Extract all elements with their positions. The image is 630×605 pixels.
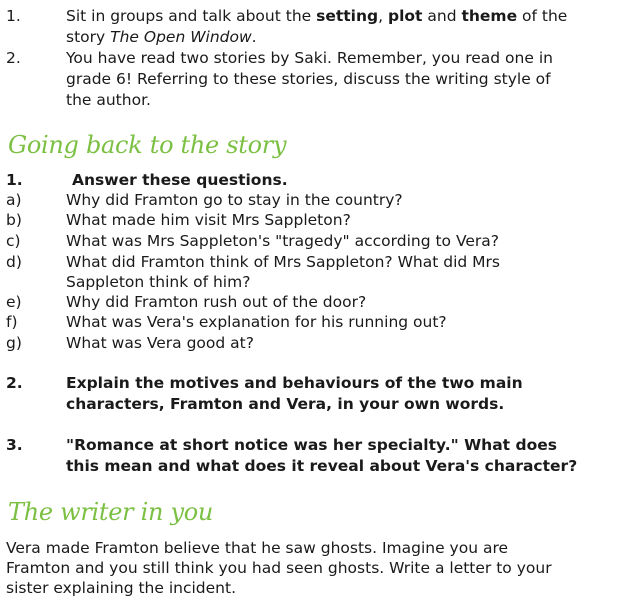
activity-text: Sit in groups and talk about the setting, plot and theme of the bbox=[66, 7, 568, 25]
activity-number: 1. bbox=[6, 7, 21, 25]
worksheet-page: 1. Sit in groups and talk about the setting, plot and theme of the story The Open Window. 2. You have read two stories by Saki. Remember, you read one in grade 6! Referring to these stories, discuss the writing style of the author. Going back to the story 1. Answer these questions. a) Why did Framton go to stay in the country? b) What made him visit Mrs Sappleton? c) What was Mrs Sappleton's "tragedy" according to Vera? d) What did Framton think of Mrs Sappleton? What did Mrs Sappleton think of him? e) Why did Framton rush out of the door? f) What was Vera's explanation for his running out? g) What was Vera good at? 2. Explain the motives and behaviours of the two main characters, Framton and Vera, in your own words. 3. "Romance at short notice was her specialty." What does this mean and what does it reveal about Vera's character? The writer in you Vera made Framton believe that he saw ghosts. Imagine you are Framton and you still think you had seen ghosts. Write a letter to your sister explaining the incident. bbox=[6, 7, 578, 597]
activity-number: 2. bbox=[6, 49, 21, 67]
writing-prompt-line-3: sister explaining the incident. bbox=[6, 579, 237, 597]
writing-prompt-line-2: Framton and you still think you had seen ghosts. Write a letter to your bbox=[6, 559, 552, 577]
section-heading-writer: The writer in you bbox=[8, 498, 214, 526]
activity-text: You have read two stories by Saki. Remember, you read one in bbox=[66, 49, 553, 67]
section-heading-going-back: Going back to the story bbox=[8, 131, 287, 159]
story-title: The Open Window bbox=[110, 28, 252, 46]
writing-prompt-line-1: Vera made Framton believe that he saw ghosts. Imagine you are bbox=[6, 539, 509, 557]
